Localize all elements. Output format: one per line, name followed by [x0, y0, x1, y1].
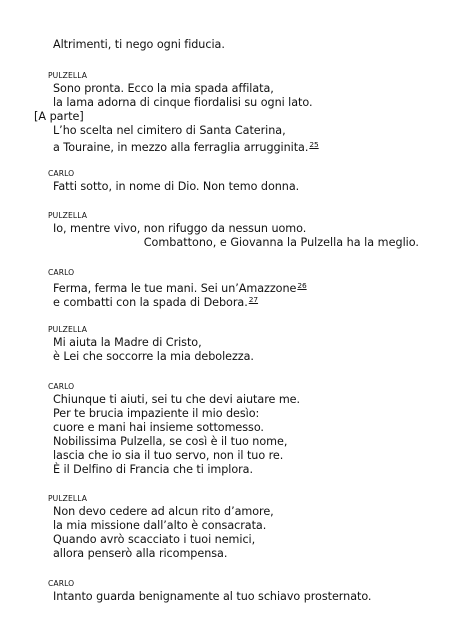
speaker-name: PULZELLA [48, 325, 87, 334]
verse-line: Intanto guarda benignamente al tuo schiavo prosternato. [53, 590, 372, 603]
stage-direction-aside: [A parte] [34, 110, 84, 123]
speaker-name: CARLO [48, 169, 75, 178]
verse-line: Chiunque ti aiuti, sei tu che devi aiutare me. [53, 393, 301, 406]
verse-line: È il Delfino di Francia che ti implora. [53, 463, 253, 476]
stage-direction: Combattono, e Giovanna la Pulzella ha la meglio. [143, 236, 419, 249]
speaker-name: PULZELLA [48, 211, 87, 220]
speaker-name: CARLO [48, 382, 75, 391]
verse-line [53, 293, 258, 310]
verse-line: Fatti sotto, in nome di Dio. Non temo donna. [53, 180, 300, 193]
footnote-ref[interactable]: 26 [297, 281, 307, 290]
verse-line: allora penserò alla ricompensa. [53, 547, 228, 560]
verse-line: Altrimenti, ti nego ogni fiducia. [53, 38, 225, 51]
verse-text: a Touraine, in mezzo alla ferraglia arrugginita. [53, 141, 309, 154]
verse-line: Quando avrò scacciato i tuoi nemici, [53, 533, 256, 546]
verse-line: Per te brucia impaziente il mio desìo: [53, 407, 260, 420]
verse-line [53, 138, 319, 155]
verse-line: Sono pronta. Ecco la mia spada affilata, [53, 82, 274, 95]
verse-line: lascia che io sia il tuo servo, non il tuo re. [53, 449, 284, 462]
verse-line: la mia missione dall’alto è consacrata. [53, 519, 267, 532]
verse-line: cuore e mani hai insieme sottomesso. [53, 421, 264, 434]
verse-line: Io, mentre vivo, non rifuggo da nessun uomo. [53, 222, 307, 235]
footnote-ref[interactable]: 25 [309, 140, 319, 149]
verse-line: Nobilissima Pulzella, se così è il tuo nome, [53, 435, 288, 448]
verse-text: e combatti con la spada di Debora. [53, 296, 248, 309]
verse-line: Mi aiuta la Madre di Cristo, [53, 336, 202, 349]
speaker-name: CARLO [48, 268, 75, 277]
speaker-name: PULZELLA [48, 71, 87, 80]
footnote-ref[interactable]: 27 [248, 295, 259, 304]
speaker-name: CARLO [48, 579, 75, 588]
verse-line: la lama adorna di cinque fiordalisi su ogni lato. [53, 96, 313, 109]
verse-line: è Lei che soccorre la mia debolezza. [53, 350, 254, 363]
speaker-name: PULZELLA [48, 494, 87, 503]
verse-line: Non devo cedere ad alcun rito d’amore, [53, 505, 274, 518]
verse-line: L’ho scelta nel cimitero di Santa Caterina, [53, 124, 286, 137]
verse-text: Ferma, ferma le tue mani. Sei un’Amazzone [53, 282, 297, 295]
